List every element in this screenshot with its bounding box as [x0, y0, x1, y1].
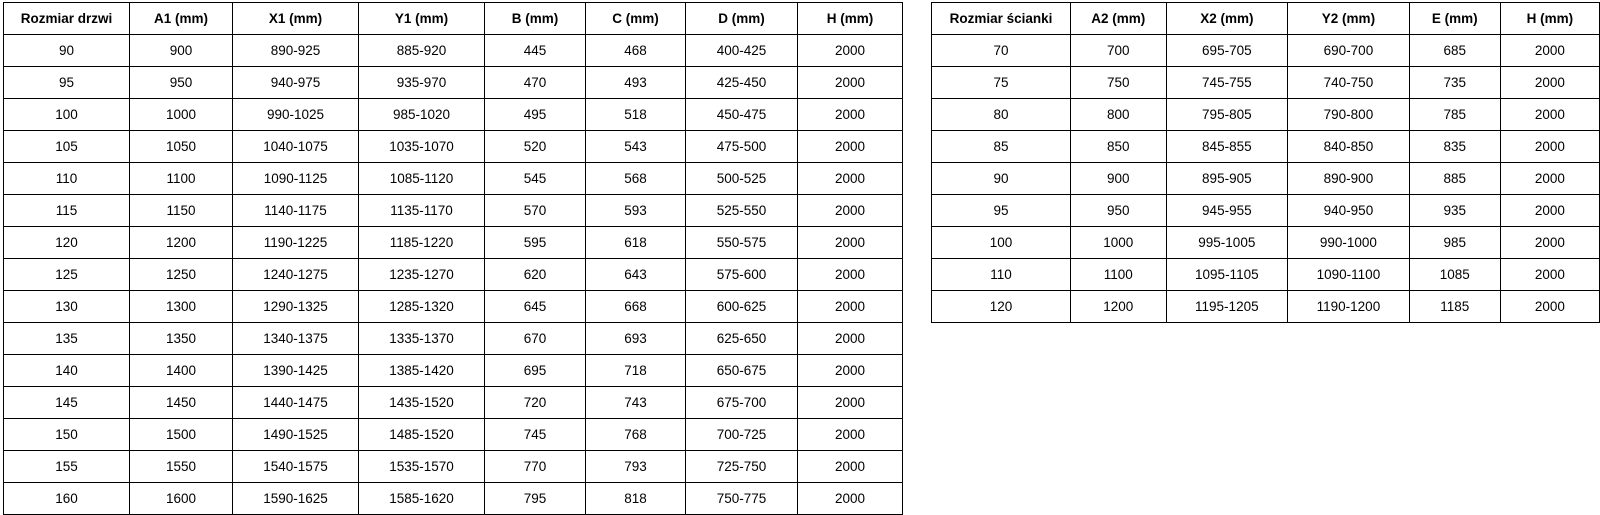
doors-cell: 425-450 [686, 67, 798, 99]
doors-cell: 1435-1520 [359, 387, 485, 419]
doors-cell: 145 [4, 387, 130, 419]
doors-cell: 1485-1520 [359, 419, 485, 451]
doors-cell: 985-1020 [359, 99, 485, 131]
wall-column-header: E (mm) [1409, 3, 1500, 35]
doors-cell: 450-475 [686, 99, 798, 131]
doors-cell: 1185-1220 [359, 227, 485, 259]
doors-cell: 495 [485, 99, 586, 131]
wall-cell: 95 [932, 195, 1071, 227]
doors-cell: 550-575 [686, 227, 798, 259]
wall-cell: 2000 [1500, 131, 1599, 163]
doors-cell: 115 [4, 195, 130, 227]
doors-cell: 120 [4, 227, 130, 259]
doors-cell: 1550 [130, 451, 233, 483]
doors-size-table-container [3, 2, 903, 515]
wall-column-header: Y2 (mm) [1288, 3, 1410, 35]
doors-cell: 795 [485, 483, 586, 515]
doors-cell: 1000 [130, 99, 233, 131]
wall-cell: 70 [932, 35, 1071, 67]
doors-size-table [3, 2, 903, 515]
wall-cell: 2000 [1500, 227, 1599, 259]
doors-cell: 1590-1625 [233, 483, 359, 515]
doors-cell: 1490-1525 [233, 419, 359, 451]
doors-cell: 470 [485, 67, 586, 99]
doors-cell: 935-970 [359, 67, 485, 99]
doors-cell: 468 [586, 35, 686, 67]
wall-cell: 2000 [1500, 35, 1599, 67]
doors-cell: 2000 [798, 355, 903, 387]
table-row [932, 291, 1600, 323]
doors-cell: 1285-1320 [359, 291, 485, 323]
doors-cell: 950 [130, 67, 233, 99]
doors-cell: 668 [586, 291, 686, 323]
doors-cell: 1040-1075 [233, 131, 359, 163]
table-row [4, 259, 903, 291]
doors-column-header: H (mm) [798, 3, 903, 35]
doors-cell: 1235-1270 [359, 259, 485, 291]
doors-cell: 645 [485, 291, 586, 323]
wall-cell: 90 [932, 163, 1071, 195]
doors-cell: 1135-1170 [359, 195, 485, 227]
doors-column-header: B (mm) [485, 3, 586, 35]
table-row [932, 131, 1600, 163]
doors-cell: 105 [4, 131, 130, 163]
table-row [4, 483, 903, 515]
doors-cell: 940-975 [233, 67, 359, 99]
wall-cell: 985 [1409, 227, 1500, 259]
doors-cell: 520 [485, 131, 586, 163]
doors-cell: 1035-1070 [359, 131, 485, 163]
doors-cell: 770 [485, 451, 586, 483]
doors-column-header: D (mm) [686, 3, 798, 35]
doors-cell: 1290-1325 [233, 291, 359, 323]
wall-cell: 2000 [1500, 291, 1599, 323]
wall-cell: 740-750 [1288, 67, 1410, 99]
doors-cell: 1100 [130, 163, 233, 195]
doors-cell: 2000 [798, 259, 903, 291]
wall-cell: 120 [932, 291, 1071, 323]
doors-cell: 568 [586, 163, 686, 195]
doors-cell: 1400 [130, 355, 233, 387]
doors-cell: 1200 [130, 227, 233, 259]
wall-cell: 1195-1205 [1166, 291, 1288, 323]
wall-cell: 850 [1071, 131, 1166, 163]
wall-cell: 995-1005 [1166, 227, 1288, 259]
wall-table-head [932, 3, 1600, 35]
doors-cell: 695 [485, 355, 586, 387]
doors-cell: 445 [485, 35, 586, 67]
wall-column-header: H (mm) [1500, 3, 1599, 35]
doors-cell: 990-1025 [233, 99, 359, 131]
table-row [4, 195, 903, 227]
wall-cell: 1190-1200 [1288, 291, 1410, 323]
table-row [4, 35, 903, 67]
wall-cell: 735 [1409, 67, 1500, 99]
doors-cell: 1350 [130, 323, 233, 355]
doors-column-header: Rozmiar drzwi [4, 3, 130, 35]
wall-cell: 1090-1100 [1288, 259, 1410, 291]
wall-cell: 950 [1071, 195, 1166, 227]
doors-cell: 2000 [798, 67, 903, 99]
doors-cell: 2000 [798, 419, 903, 451]
doors-cell: 1090-1125 [233, 163, 359, 195]
doors-cell: 90 [4, 35, 130, 67]
doors-cell: 900 [130, 35, 233, 67]
wall-cell: 990-1000 [1288, 227, 1410, 259]
doors-cell: 135 [4, 323, 130, 355]
doors-cell: 693 [586, 323, 686, 355]
table-row [932, 67, 1600, 99]
wall-size-table [931, 2, 1600, 323]
doors-cell: 595 [485, 227, 586, 259]
doors-cell: 525-550 [686, 195, 798, 227]
doors-cell: 700-725 [686, 419, 798, 451]
doors-cell: 2000 [798, 227, 903, 259]
doors-cell: 1600 [130, 483, 233, 515]
wall-cell: 695-705 [1166, 35, 1288, 67]
doors-cell: 125 [4, 259, 130, 291]
wall-cell: 685 [1409, 35, 1500, 67]
doors-cell: 140 [4, 355, 130, 387]
doors-cell: 110 [4, 163, 130, 195]
table-row [4, 227, 903, 259]
table-row [4, 323, 903, 355]
wall-cell: 935 [1409, 195, 1500, 227]
table-row [4, 419, 903, 451]
table-row [4, 355, 903, 387]
doors-cell: 745 [485, 419, 586, 451]
doors-column-header: C (mm) [586, 3, 686, 35]
table-header-row [932, 3, 1600, 35]
wall-cell: 895-905 [1166, 163, 1288, 195]
doors-cell: 2000 [798, 195, 903, 227]
table-row [4, 451, 903, 483]
table-row [932, 259, 1600, 291]
wall-cell: 1095-1105 [1166, 259, 1288, 291]
wall-cell: 1185 [1409, 291, 1500, 323]
wall-cell: 2000 [1500, 259, 1599, 291]
doors-cell: 500-525 [686, 163, 798, 195]
wall-cell: 85 [932, 131, 1071, 163]
doors-cell: 2000 [798, 131, 903, 163]
doors-cell: 155 [4, 451, 130, 483]
doors-cell: 1050 [130, 131, 233, 163]
doors-cell: 493 [586, 67, 686, 99]
doors-cell: 1385-1420 [359, 355, 485, 387]
wall-cell: 800 [1071, 99, 1166, 131]
doors-cell: 1150 [130, 195, 233, 227]
wall-cell: 2000 [1500, 67, 1599, 99]
doors-cell: 543 [586, 131, 686, 163]
doors-cell: 743 [586, 387, 686, 419]
doors-table-head [4, 3, 903, 35]
doors-cell: 1190-1225 [233, 227, 359, 259]
doors-cell: 518 [586, 99, 686, 131]
doors-cell: 160 [4, 483, 130, 515]
wall-cell: 790-800 [1288, 99, 1410, 131]
doors-cell: 1300 [130, 291, 233, 323]
doors-cell: 890-925 [233, 35, 359, 67]
wall-column-header: A2 (mm) [1071, 3, 1166, 35]
doors-cell: 1335-1370 [359, 323, 485, 355]
table-row [932, 99, 1600, 131]
doors-cell: 720 [485, 387, 586, 419]
doors-cell: 1250 [130, 259, 233, 291]
wall-cell: 745-755 [1166, 67, 1288, 99]
doors-cell: 675-700 [686, 387, 798, 419]
wall-cell: 885 [1409, 163, 1500, 195]
doors-cell: 1540-1575 [233, 451, 359, 483]
doors-cell: 618 [586, 227, 686, 259]
doors-cell: 2000 [798, 163, 903, 195]
doors-cell: 130 [4, 291, 130, 323]
wall-cell: 1200 [1071, 291, 1166, 323]
wall-table-body [932, 35, 1600, 323]
doors-cell: 100 [4, 99, 130, 131]
doors-cell: 818 [586, 483, 686, 515]
doors-cell: 1585-1620 [359, 483, 485, 515]
doors-column-header: X1 (mm) [233, 3, 359, 35]
doors-cell: 545 [485, 163, 586, 195]
doors-cell: 650-675 [686, 355, 798, 387]
doors-cell: 1440-1475 [233, 387, 359, 419]
doors-cell: 1500 [130, 419, 233, 451]
wall-cell: 2000 [1500, 195, 1599, 227]
wall-cell: 2000 [1500, 163, 1599, 195]
doors-cell: 150 [4, 419, 130, 451]
table-row [4, 67, 903, 99]
table-row [4, 387, 903, 419]
wall-cell: 900 [1071, 163, 1166, 195]
table-row [932, 195, 1600, 227]
wall-cell: 845-855 [1166, 131, 1288, 163]
doors-cell: 750-775 [686, 483, 798, 515]
wall-cell: 690-700 [1288, 35, 1410, 67]
doors-cell: 2000 [798, 451, 903, 483]
doors-cell: 625-650 [686, 323, 798, 355]
doors-cell: 1390-1425 [233, 355, 359, 387]
wall-column-header: Rozmiar ścianki [932, 3, 1071, 35]
doors-column-header: Y1 (mm) [359, 3, 485, 35]
wall-cell: 75 [932, 67, 1071, 99]
wall-cell: 1000 [1071, 227, 1166, 259]
doors-cell: 400-425 [686, 35, 798, 67]
doors-cell: 2000 [798, 35, 903, 67]
wall-cell: 700 [1071, 35, 1166, 67]
wall-cell: 945-955 [1166, 195, 1288, 227]
doors-cell: 95 [4, 67, 130, 99]
doors-cell: 1535-1570 [359, 451, 485, 483]
wall-cell: 835 [1409, 131, 1500, 163]
wall-cell: 2000 [1500, 99, 1599, 131]
table-row [932, 163, 1600, 195]
doors-cell: 1240-1275 [233, 259, 359, 291]
doors-table-body [4, 35, 903, 515]
wall-size-table-container [931, 2, 1600, 323]
table-row [4, 163, 903, 195]
doors-cell: 793 [586, 451, 686, 483]
doors-cell: 2000 [798, 483, 903, 515]
doors-column-header: A1 (mm) [130, 3, 233, 35]
doors-cell: 2000 [798, 291, 903, 323]
table-row [4, 131, 903, 163]
table-row [4, 99, 903, 131]
wall-cell: 110 [932, 259, 1071, 291]
doors-cell: 475-500 [686, 131, 798, 163]
table-row [932, 35, 1600, 67]
wall-cell: 750 [1071, 67, 1166, 99]
doors-cell: 600-625 [686, 291, 798, 323]
wall-cell: 80 [932, 99, 1071, 131]
wall-cell: 795-805 [1166, 99, 1288, 131]
doors-cell: 570 [485, 195, 586, 227]
doors-cell: 575-600 [686, 259, 798, 291]
doors-cell: 885-920 [359, 35, 485, 67]
doors-cell: 768 [586, 419, 686, 451]
wall-cell: 785 [1409, 99, 1500, 131]
doors-cell: 620 [485, 259, 586, 291]
wall-cell: 890-900 [1288, 163, 1410, 195]
wall-cell: 100 [932, 227, 1071, 259]
doors-cell: 670 [485, 323, 586, 355]
table-row [4, 291, 903, 323]
doors-cell: 1340-1375 [233, 323, 359, 355]
doors-cell: 643 [586, 259, 686, 291]
table-header-row [4, 3, 903, 35]
doors-cell: 593 [586, 195, 686, 227]
doors-cell: 1085-1120 [359, 163, 485, 195]
wall-cell: 1085 [1409, 259, 1500, 291]
table-row [932, 227, 1600, 259]
doors-cell: 2000 [798, 387, 903, 419]
doors-cell: 718 [586, 355, 686, 387]
wall-cell: 1100 [1071, 259, 1166, 291]
doors-cell: 725-750 [686, 451, 798, 483]
doors-cell: 1140-1175 [233, 195, 359, 227]
wall-cell: 840-850 [1288, 131, 1410, 163]
doors-cell: 2000 [798, 323, 903, 355]
wall-cell: 940-950 [1288, 195, 1410, 227]
doors-cell: 2000 [798, 99, 903, 131]
doors-cell: 1450 [130, 387, 233, 419]
wall-column-header: X2 (mm) [1166, 3, 1288, 35]
